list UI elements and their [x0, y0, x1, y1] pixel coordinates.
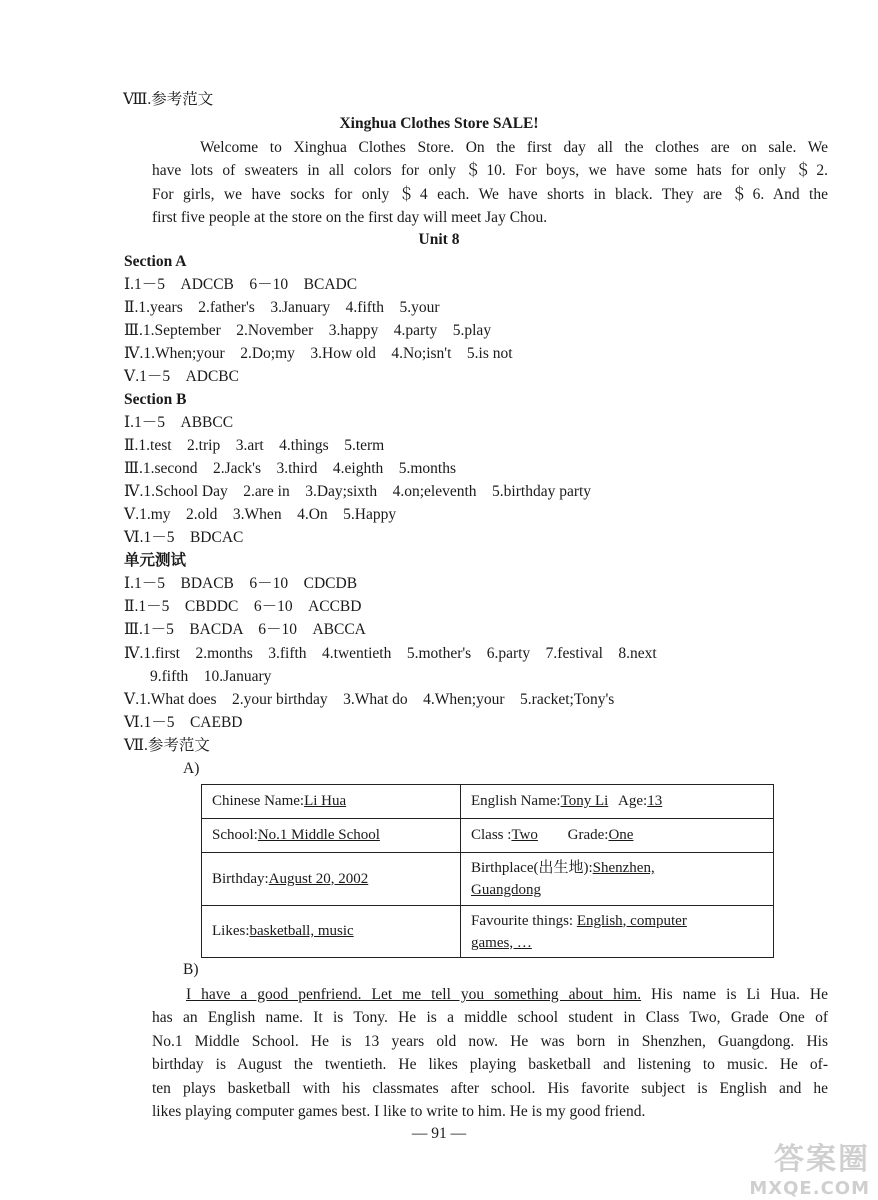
field-label: Birthday: [212, 870, 269, 887]
part-b-label: B) [183, 961, 199, 978]
field-value: basketball, music [249, 923, 354, 939]
chinese-name-cell [202, 785, 461, 819]
sample-essay-heading: Ⅶ.参考范文 [124, 737, 210, 754]
answer-line: Ⅰ.1－5 ABBCC [124, 414, 234, 431]
essay-text: His name is Li Hua. He [641, 986, 828, 1003]
answer-line: Ⅱ.1.test 2.trip 3.art 4.things 5.term [124, 437, 385, 454]
birthday-cell [202, 853, 461, 906]
unit-title: Unit 8 [418, 231, 460, 248]
field-label: School: [212, 827, 258, 843]
essay-line: Welcome to Xinghua Clothes Store. On the first day all the clothes are on sale. We [200, 139, 828, 156]
field-value: No.1 Middle School [257, 827, 380, 843]
field-value: Guangdong [471, 882, 541, 898]
field-value: Two [511, 827, 538, 843]
favourite-cell [461, 906, 774, 958]
field-value: 13 [647, 793, 663, 809]
birthplace-cell [461, 853, 774, 906]
essay-line [152, 983, 828, 1006]
info-card-table [201, 784, 774, 958]
answer-line: Ⅳ.1.first 2.months 3.fifth 4.twentieth 5.mother's 6.party 7.festival 8.next [124, 645, 657, 662]
essay-line: No.1 Middle School. He is 13 years old now. He was born in Shenzhen, Guangdong. His [152, 1032, 828, 1050]
field-label: Birthplace(出生地): [471, 860, 593, 876]
answer-line: Ⅴ.1.What does 2.your birthday 3.What do 4.When;your 5.racket;Tony's [124, 691, 615, 708]
field-label: Chinese Name: [212, 793, 305, 809]
field-value: Shenzhen, [592, 860, 655, 876]
page-number: — 91 — [411, 1125, 467, 1142]
table-row [202, 906, 774, 958]
field-label: Age: [618, 793, 648, 809]
field-value: English, computer [576, 912, 687, 929]
field-label: Grade: [567, 827, 609, 843]
table-row [202, 785, 774, 819]
answer-line: Ⅰ.1－5 ADCCB 6－10 BCADC [124, 276, 358, 293]
essay-underlined-sentence: I have a good penfriend. Let me tell you something about him. [186, 986, 642, 1003]
essay-line: ten plays basketball with his classmates after school. His favorite subject is English and he [152, 1079, 828, 1097]
answer-line: 9.fifth 10.January [150, 668, 272, 685]
essay-b-paragraph [152, 983, 828, 1123]
class-grade-cell [461, 819, 774, 853]
watermark-text: 答案圈 [774, 1142, 870, 1177]
essay-title: Xinghua Clothes Store SALE! [339, 115, 539, 132]
watermark-logo [720, 1134, 870, 1199]
answer-line: Ⅱ.1.years 2.father's 3.January 4.fifth 5.your [124, 299, 440, 316]
section-b-heading: Section B [124, 391, 187, 408]
field-value: Tony Li [560, 793, 609, 809]
field-label: English Name: [471, 793, 561, 809]
watermark-url: MXQE.COM [749, 1178, 870, 1199]
answer-line: Ⅴ.1.my 2.old 3.When 4.On 5.Happy [124, 506, 397, 523]
section-heading-sample: Ⅷ.参考范文 [123, 91, 214, 108]
field-value: August 20, 2002 [268, 870, 369, 887]
answer-line: Ⅵ.1－5 BDCAC [124, 529, 244, 546]
answer-line: Ⅲ.1－5 BACDA 6－10 ABCCA [124, 621, 366, 638]
essay-line: have lots of sweaters in all colors for only ＄10. For boys, we have some hats for only ＄2. [152, 162, 828, 180]
likes-cell [202, 906, 461, 958]
field-label: Favourite things: [471, 912, 574, 929]
section-a-heading: Section A [124, 253, 187, 270]
answer-line: Ⅳ.1.School Day 2.are in 3.Day;sixth 4.on;eleventh 5.birthday party [124, 483, 592, 500]
english-name-cell [461, 785, 774, 819]
table-row [202, 819, 774, 853]
field-value: Li Hua [304, 793, 347, 809]
unit-test-heading: 单元测试 [124, 552, 187, 569]
essay-line: first five people at the store on the first day will meet Jay Chou. [152, 209, 548, 227]
field-label: Class : [471, 827, 512, 843]
field-value: One [608, 827, 634, 843]
answer-line: Ⅰ.1－5 BDACB 6－10 CDCDB [124, 575, 358, 592]
answer-line: Ⅵ.1－5 CAEBD [124, 714, 243, 731]
essay-paragraph [152, 136, 828, 230]
table-row [202, 853, 774, 906]
part-a-label: A) [183, 760, 200, 777]
answer-line: Ⅲ.1.second 2.Jack's 3.third 4.eighth 5.months [124, 460, 457, 477]
essay-line: For girls, we have socks for only ＄4 each. We have shorts in black. They are ＄6. And the [152, 185, 828, 203]
answer-line: Ⅳ.1.When;your 2.Do;my 3.How old 4.No;isn't 5.is not [124, 345, 513, 362]
essay-line: birthday is August the twentieth. He likes playing basketball and listening to music. He of- [152, 1056, 828, 1074]
field-label: Likes: [212, 923, 250, 939]
field-value: games, … [471, 934, 532, 951]
school-cell [202, 819, 461, 853]
answer-line: Ⅴ.1－5 ADCBC [124, 368, 239, 385]
essay-line: likes playing computer games best. I like to write to him. He is my good friend. [152, 1103, 646, 1121]
essay-line: has an English name. It is Tony. He is a middle school student in Class Two, Grade One of [152, 1009, 828, 1027]
answer-line: Ⅱ.1－5 CBDDC 6－10 ACCBD [124, 598, 362, 615]
answer-line: Ⅲ.1.September 2.November 3.happy 4.party 5.play [124, 322, 492, 339]
